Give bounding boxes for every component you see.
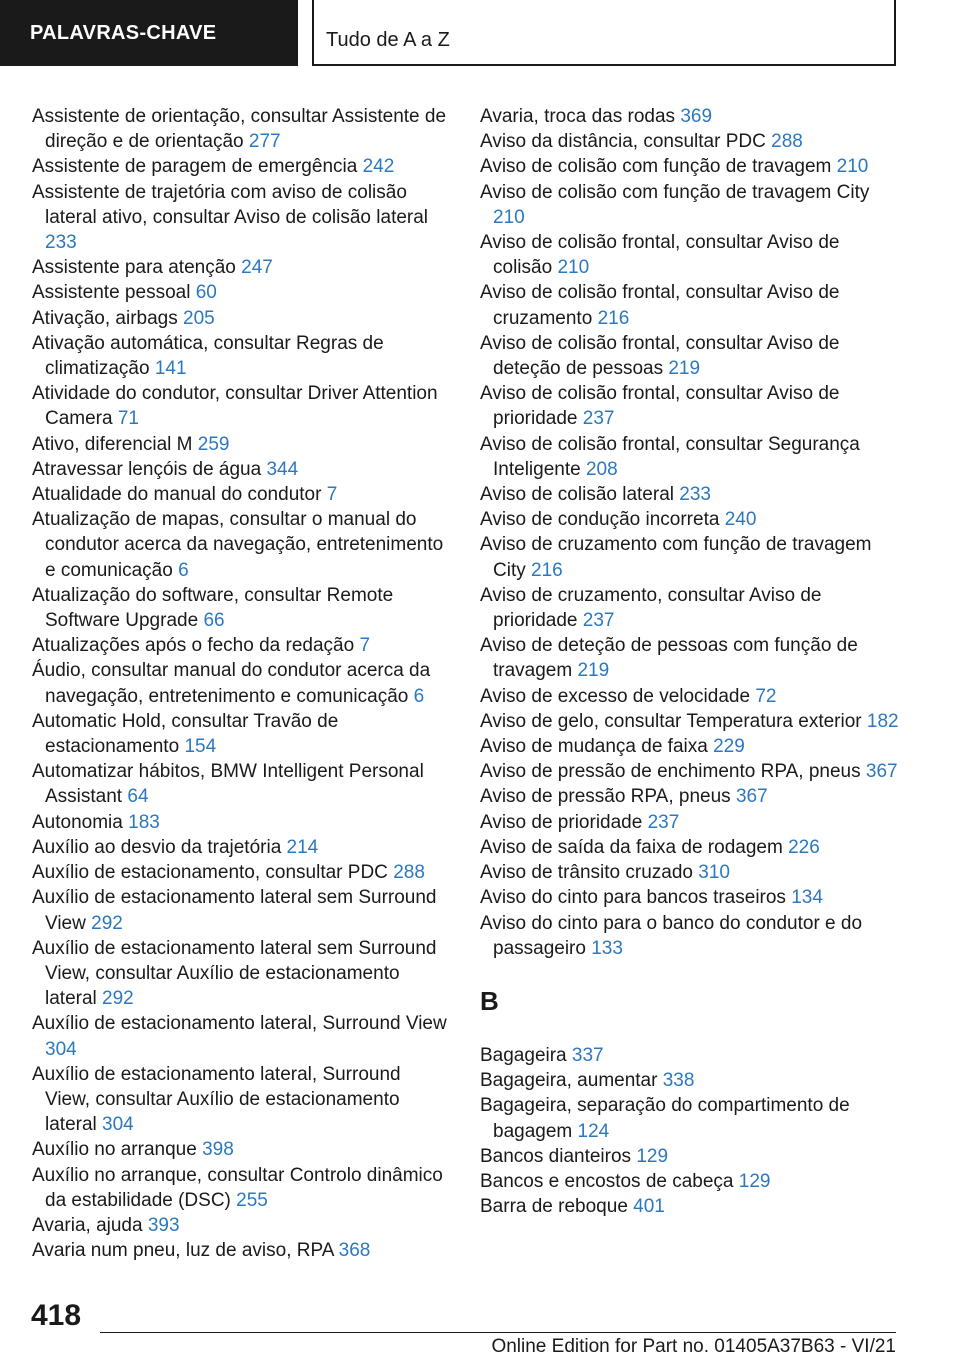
- page-link[interactable]: 214: [286, 836, 319, 858]
- entry-text: Assistente para atenção: [32, 257, 236, 279]
- page-link[interactable]: 259: [197, 433, 230, 455]
- index-entry: [480, 432, 900, 482]
- index-entry: [480, 280, 900, 330]
- page-link[interactable]: 401: [633, 1196, 665, 1218]
- index-entry: [480, 633, 900, 683]
- page-link[interactable]: 229: [713, 736, 745, 758]
- page-link[interactable]: 277: [248, 131, 281, 153]
- entry-text: Aviso de pressão RPA, pneus: [480, 786, 731, 808]
- index-entry: [32, 432, 448, 457]
- page-link[interactable]: 210: [557, 257, 590, 279]
- entry-text: Aviso de colisão frontal, consultar Aviso de cruzamento: [480, 282, 840, 329]
- index-entry: [32, 1163, 448, 1213]
- entry-text: Barra de reboque: [480, 1196, 628, 1218]
- index-entry: [32, 1238, 448, 1263]
- index-entry: [32, 507, 448, 583]
- page-link[interactable]: 393: [147, 1214, 180, 1236]
- entry-text: Auxílio de estacionamento lateral sem Surround View, consultar Auxílio de estacionamento lateral: [32, 937, 437, 1010]
- entry-text: Aviso de colisão frontal, consultar Aviso de deteção de pessoas: [480, 332, 840, 380]
- index-entry: [480, 1194, 900, 1219]
- entry-text: Aviso de saída da faixa de rodagem: [480, 836, 783, 858]
- index-entry: [480, 381, 900, 431]
- entry-text: Auxílio de estacionamento lateral, Surround View: [32, 1013, 447, 1035]
- index-entry: [480, 482, 900, 507]
- page-link[interactable]: 72: [755, 685, 777, 707]
- entry-text: Assistente de paragem de emergência: [32, 156, 358, 178]
- page-link[interactable]: 219: [577, 660, 610, 682]
- entry-text: Aviso de trânsito cruzado: [480, 862, 693, 884]
- entry-text: Aviso de deteção de pessoas com função de travagem: [480, 635, 858, 682]
- page-link[interactable]: 71: [117, 408, 139, 430]
- index-entry: [480, 583, 900, 633]
- entry-text: Aviso de colisão frontal, consultar Aviso de prioridade: [480, 383, 840, 430]
- entry-text: Aviso de cruzamento com função de travagem City: [480, 534, 872, 581]
- entry-text: Aviso de colisão frontal, consultar Segurança Inteligente: [480, 433, 860, 480]
- page-link[interactable]: 182: [866, 710, 899, 732]
- index-entry: [32, 885, 448, 935]
- page-link[interactable]: 240: [724, 509, 757, 531]
- page-link[interactable]: 226: [788, 836, 820, 858]
- page-link[interactable]: 154: [184, 736, 217, 758]
- index-entry: [32, 759, 448, 809]
- page-link[interactable]: 242: [362, 156, 395, 178]
- index-entry: [480, 1093, 900, 1143]
- index-entry: [480, 1068, 900, 1093]
- entry-text: Auxílio ao desvio da trajetória: [32, 836, 282, 858]
- entry-text: Auxílio de estacionamento, consultar PDC: [32, 862, 388, 884]
- index-entry: [32, 331, 448, 381]
- entry-text: Auxílio de estacionamento lateral sem Surround View: [32, 887, 437, 934]
- entry-text: Aviso da distância, consultar PDC: [480, 131, 766, 153]
- footer-divider: [100, 1332, 896, 1333]
- page-link[interactable]: 237: [582, 408, 615, 430]
- page-link[interactable]: 288: [771, 131, 803, 153]
- entry-text: Automatizar hábitos, BMW Intelligent Personal Assistant: [32, 761, 424, 808]
- index-entry: [32, 457, 448, 482]
- index-entry: [32, 810, 448, 835]
- entry-text: Automatic Hold, consultar Travão de estacionamento: [32, 710, 339, 758]
- index-entry: [32, 154, 448, 179]
- index-entry: [32, 658, 448, 708]
- entry-text: Atualidade do manual do condutor: [32, 484, 322, 506]
- entry-text: Bagageira, aumentar: [480, 1070, 658, 1092]
- index-entry: [32, 482, 448, 507]
- index-entry: [32, 1062, 448, 1138]
- entry-text: Bagageira: [480, 1044, 567, 1066]
- entry-text: Ativação automática, consultar Regras de climatização: [32, 332, 384, 380]
- index-entry: [480, 532, 900, 582]
- page-link[interactable]: 344: [266, 458, 299, 480]
- entry-text: Aviso de pressão de enchimento RPA, pneus: [480, 761, 861, 783]
- index-entry: [480, 230, 900, 280]
- section-tab: PALAVRAS-CHAVE: [0, 0, 298, 66]
- index-entry: [32, 936, 448, 1012]
- index-entry: [32, 583, 448, 633]
- entry-text: Avaria, troca das rodas: [480, 106, 676, 127]
- page-link[interactable]: 210: [836, 156, 869, 178]
- entry-text: Bancos dianteiros: [480, 1145, 632, 1167]
- entry-text: Aviso de prioridade: [480, 811, 643, 833]
- entry-text: Auxílio no arranque: [32, 1139, 197, 1161]
- index-entry: [480, 129, 900, 154]
- entry-text: Aviso de excesso de velocidade: [480, 685, 751, 707]
- page-link[interactable]: 134: [791, 887, 823, 909]
- index-entry: [32, 1213, 448, 1238]
- entry-text: Atividade do condutor, consultar Driver Attention Camera: [32, 383, 438, 430]
- page-link[interactable]: 183: [128, 811, 160, 833]
- index-entries-b: [480, 1043, 900, 1219]
- page-link[interactable]: 124: [577, 1120, 610, 1142]
- index-entry: [480, 1144, 900, 1169]
- index-entry: [480, 1043, 900, 1068]
- index-entry: [480, 885, 900, 910]
- index-entry: [480, 759, 900, 784]
- index-column-right: [480, 104, 900, 1219]
- index-entry: [32, 1011, 448, 1061]
- chapter-title-tab: Tudo de A a Z: [312, 0, 896, 66]
- index-entry: [480, 180, 900, 230]
- section-letter-b: B: [480, 985, 499, 1016]
- page-link[interactable]: 233: [679, 484, 711, 506]
- page-link[interactable]: 216: [531, 559, 563, 581]
- entry-text: Atualizações após o fecho da redação: [32, 635, 355, 657]
- entry-text: Assistente de trajetória com aviso de colisão lateral ativo, consultar Aviso de colisão lateral: [32, 181, 429, 228]
- index-entry: [32, 381, 448, 431]
- entry-text: Atualização de mapas, consultar o manual do condutor acerca da navegação, entretenimento e comunicação: [32, 509, 444, 581]
- page-link[interactable]: 304: [102, 1114, 134, 1136]
- index-entry: [480, 911, 900, 961]
- page-link[interactable]: 338: [662, 1070, 695, 1092]
- entry-text: Auxílio no arranque, consultar Controlo dinâmico da estabilidade (DSC): [32, 1164, 443, 1211]
- index-entry: [480, 860, 900, 885]
- page-link[interactable]: 7: [326, 484, 338, 506]
- entry-text: Aviso do cinto para bancos traseiros: [480, 887, 786, 909]
- entry-text: Áudio, consultar manual do condutor acerca da navegação, entretenimento e comunicação: [32, 660, 431, 707]
- index-entry: [480, 104, 900, 129]
- page-link[interactable]: 219: [668, 358, 701, 380]
- page-link[interactable]: 237: [647, 811, 680, 833]
- page-link[interactable]: 292: [91, 912, 123, 934]
- index-entry: [32, 280, 448, 305]
- index-entry: [480, 709, 900, 734]
- page-number: 418: [31, 1299, 82, 1332]
- page-link[interactable]: 66: [203, 610, 225, 632]
- page-link[interactable]: 367: [865, 761, 898, 783]
- entry-text: Bagageira, separação do compartimento de bagagem: [480, 1095, 850, 1142]
- page-link[interactable]: 216: [597, 307, 630, 329]
- entry-text: Aviso de colisão com função de travagem City: [480, 181, 870, 203]
- page-link[interactable]: 6: [413, 685, 425, 707]
- entry-text: Atualização do software, consultar Remote Software Upgrade: [32, 584, 394, 632]
- page-link[interactable]: 6: [178, 559, 189, 581]
- page-link[interactable]: 205: [183, 307, 215, 329]
- index-entry: [480, 810, 900, 835]
- page-link[interactable]: 141: [154, 358, 187, 380]
- entry-text: Aviso de cruzamento, consultar Aviso de prioridade: [480, 584, 822, 632]
- entry-text: Aviso de colisão frontal, consultar Aviso de colisão: [480, 232, 840, 279]
- page-link[interactable]: 210: [493, 206, 525, 228]
- index-entry: [480, 734, 900, 759]
- index-entry: [32, 835, 448, 860]
- entry-text: Aviso de condução incorreta: [480, 509, 720, 531]
- entry-text: Ativação, airbags: [32, 307, 178, 329]
- index-entry: [32, 180, 448, 256]
- index-column-left: [32, 104, 448, 1263]
- entry-text: Avaria, ajuda: [32, 1214, 143, 1236]
- index-entry: [480, 331, 900, 381]
- page-link[interactable]: 233: [45, 232, 77, 254]
- page-link[interactable]: 367: [735, 786, 768, 808]
- page-link[interactable]: 255: [236, 1189, 268, 1211]
- index-entry: [32, 633, 448, 658]
- index-entry: [480, 154, 900, 179]
- entry-text: Atravessar lençóis de água: [32, 458, 262, 480]
- page-link[interactable]: 304: [45, 1038, 77, 1060]
- index-entry: [480, 684, 900, 709]
- page-link[interactable]: 310: [698, 862, 730, 884]
- index-entry: [480, 1169, 900, 1194]
- index-entry: [32, 1137, 448, 1162]
- page-link[interactable]: 247: [241, 257, 273, 279]
- index-entry: [32, 709, 448, 759]
- page-link[interactable]: 369: [680, 106, 713, 127]
- page-link[interactable]: 64: [127, 786, 149, 808]
- entry-text: Aviso de colisão com função de travagem: [480, 156, 832, 178]
- index-entries-a: [480, 104, 900, 961]
- index-entry: [32, 860, 448, 885]
- page-link[interactable]: 7: [359, 635, 371, 657]
- entry-text: Ativo, diferencial M: [32, 433, 193, 455]
- index-entry: [480, 835, 900, 860]
- index-entry: [480, 784, 900, 809]
- entry-text: Autonomia: [32, 811, 123, 833]
- entry-text: Bancos e encostos de cabeça: [480, 1170, 734, 1192]
- page-link[interactable]: 288: [393, 862, 425, 884]
- page-link[interactable]: 368: [338, 1240, 371, 1262]
- page-link[interactable]: 337: [571, 1044, 604, 1066]
- index-entry: [32, 306, 448, 331]
- entry-text: Avaria num pneu, luz de aviso, RPA: [32, 1240, 334, 1262]
- entry-text: Aviso de mudança de faixa: [480, 736, 708, 758]
- page-link[interactable]: 398: [202, 1139, 234, 1161]
- page-link[interactable]: 60: [195, 282, 217, 304]
- entry-text: Aviso do cinto para o banco do condutor e do passageiro: [480, 912, 863, 959]
- entry-text: Auxílio de estacionamento lateral, Surround View, consultar Auxílio de estacionamento lateral: [32, 1063, 401, 1136]
- entry-text: Aviso de gelo, consultar Temperatura exterior: [480, 710, 862, 732]
- page-link[interactable]: 208: [585, 458, 618, 480]
- page-link[interactable]: 129: [636, 1145, 669, 1167]
- entry-text: Assistente pessoal: [32, 282, 191, 304]
- index-entry: [32, 255, 448, 280]
- index-entry: [32, 104, 448, 154]
- entry-text: Aviso de colisão lateral: [480, 484, 674, 506]
- page-link[interactable]: 133: [591, 937, 623, 959]
- page-header: [0, 0, 960, 66]
- entry-text: Assistente de orientação, consultar Assistente de direção e de orientação: [32, 106, 447, 153]
- footer-edition: Online Edition for Part no. 01405A37B63 - VI/21: [491, 1336, 896, 1357]
- index-entry: [480, 507, 900, 532]
- page-link[interactable]: 129: [738, 1170, 771, 1192]
- page-link[interactable]: 292: [102, 988, 134, 1010]
- page-link[interactable]: 237: [582, 610, 615, 632]
